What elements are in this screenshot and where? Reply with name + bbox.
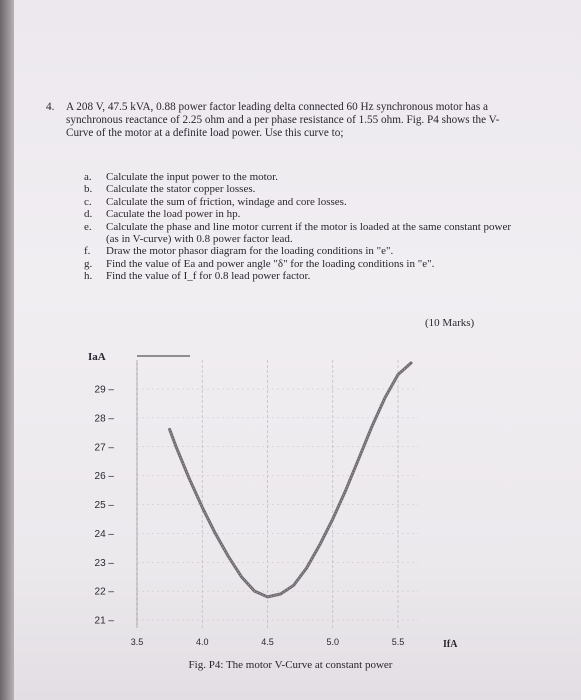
chart-y-tick-label: 26 – [94,471,114,483]
question-item-c: c. Calculate the sum of friction, windage and core losses. [84,195,347,208]
chart-y-tick-label: 27 – [94,442,114,454]
marks-label: (10 Marks) [425,317,475,329]
chart-x-tick-label: 4.0 [195,637,209,647]
chart-y-tick-label: 25 – [94,500,114,511]
question-item-a: a. Calculate the input power to the motor. [84,171,278,183]
chart-x-axis-label: IfA [443,639,458,650]
question-text: A 208 V, 47.5 kVA, 0.88 power factor leading delta connected 60 Hz synchronous motor has a synchronous reactance of 2.25 ohm and a per phase resistance of 1.55 ohm. Fig. P4 shows the V-Curve of the motor at a definite load power. Use this curve to; [66,101,500,139]
chart-x-tick-label: 3.5 [130,637,144,647]
chart-x-tick-label: 4.5 [261,637,274,647]
question-item-f: f. Draw the motor phasor diagram for the loading conditions in "e". [84,245,394,258]
question-item-b: b. Calculate the stator copper losses. [84,183,256,196]
v-curve-line [170,363,411,597]
chart-x-tick-label: 5.5 [391,637,405,647]
chart-x-tick-label: 5.0 [326,637,340,647]
question-number: 4. [46,101,55,113]
chart-y-tick-label: 23 – [94,557,114,569]
figure-caption: Fig. P4: The motor V-Curve at constant power [188,659,393,671]
chart-y-tick-label: 22 – [94,586,114,598]
question-item-d: d. Caculate the load power in hp. [84,208,241,221]
chart-y-tick-label: 29 – [94,384,114,396]
chart-y-tick-label: 21 – [94,615,114,627]
chart-y-tick-label: 28 – [94,413,114,425]
question-item-e: e. Calculate the phase and line motor current if the motor is loaded at the same constant power (as in V-curve) with 0.8 power factor lead. [84,220,512,246]
question-item-h: h. Find the value of I_f for 0.8 lead power factor. [84,270,311,283]
question-item-g: g. Find the value of Ea and power angle "δ" for the loading conditions in "e". [84,257,435,270]
chart-y-axis-label: IaA [88,351,106,363]
chart-y-tick-label: 24 – [94,528,114,540]
v-curve-texture [170,363,411,597]
